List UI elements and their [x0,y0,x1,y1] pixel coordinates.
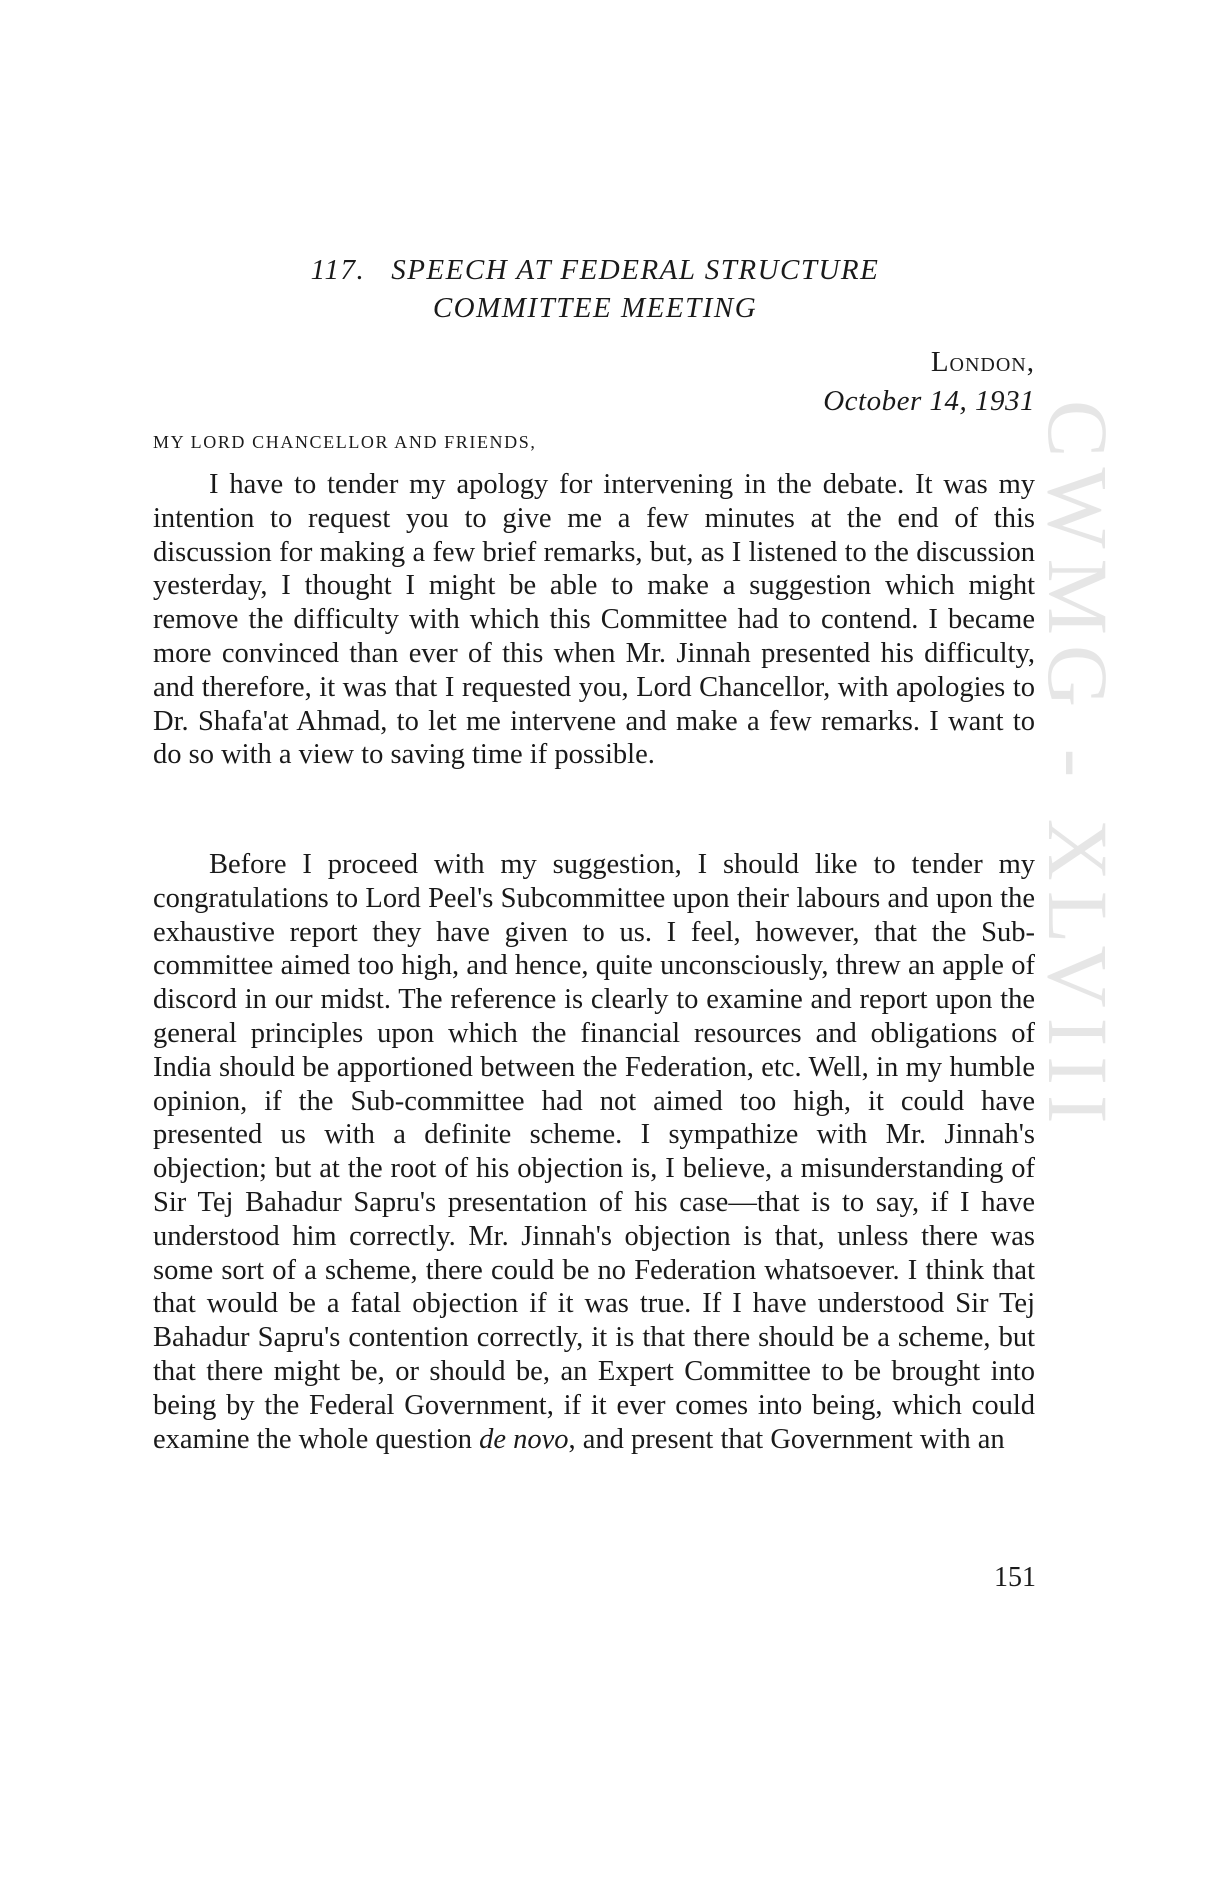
watermark: CWMG - XLVIII [1030,400,1126,1134]
chapter-number: 117. [310,254,366,286]
dateline-date: October 14, 1931 [823,385,1035,417]
paragraph-1: I have to tender my apology for intervening in the debate. It was my intention to request you to give me a few minutes at the end of this discussion for making a few brief remarks, but, as I listened to the discussion yesterday, I thought I might be able to make a suggestion which might remove the difficulty with which this Committee had to contend. I became more convinced than ever of this when Mr. Jinnah presented his difficulty, and therefore, it was that I requested you, Lord Chancellor, with apologies to Dr. Shafa'at Ahmad, to let me intervene and make a few remarks. I want to do so with a view to saving time if possible. [153,469,1035,771]
dateline-place: London, [930,346,1035,378]
chapter-heading-line1 [150,250,1040,290]
salutation: MY LORD CHANCELLOR AND FRIENDS, [153,432,537,452]
paragraph-2 [153,848,1035,1456]
chapter-title-line2: COMMITTEE MEETING [432,292,758,324]
italic-phrase: de novo [479,1423,569,1455]
chapter-heading-line2 [150,288,1040,328]
paragraph-2-tail: , and present that Government with an [568,1423,1005,1455]
chapter-title-line1: SPEECH AT FEDERAL STRUCTURE [391,254,880,286]
paragraph-2-text: Before I proceed with my suggestion, I should like to tender my congratulations to Lord Peel's Subcommittee upon their labours and upon the exhaustive report they have given to us. I feel, however, that the Sub-committee aimed too high, and hence, quite unconsciously, threw an apple of discord in our midst. The reference is clearly to examine and report upon the general principles upon which the financial resources and obligations of India should be apportioned between the Federation, etc. Well, in my humble opinion, if the Sub-committee had not aimed too high, it could have presented us with a definite scheme. I sympathize with Mr. Jinnah's objection; but at the root of his objection is, I believe, a misunderstanding of Sir Tej Bahadur Sapru's presentation of his case—that is to say, if I have understood him correctly. Mr. Jinnah's objection is that, unless there was some sort of a scheme, there could be no Federation whatsoever. I think that that would be a fatal objection if it was true. If I have understood Sir Tej Bahadur Sapru's contention correctly, it is that there should be a scheme, but that there might be, or should be, an Expert Committee to be brought into being by the Federal Government, if it ever comes into being, which could examine the whole question [153,849,1035,1455]
page-number: 151 [994,1562,1036,1593]
